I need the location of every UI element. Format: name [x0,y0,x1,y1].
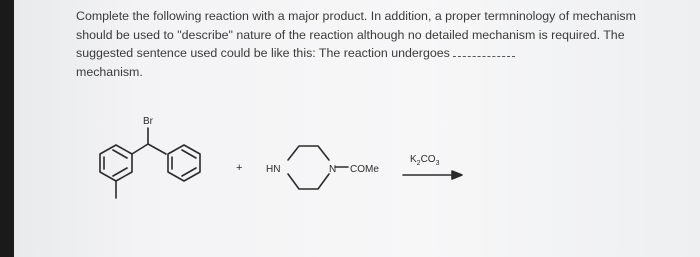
plus-sign: + [236,162,243,174]
piperazine-ring [288,146,348,189]
question-tail: mechanism. [76,64,143,79]
left-aryl-ring [100,145,132,198]
right-aryl-ring [168,145,200,181]
question-body: Complete the following reaction with a major product. In addition, a proper termninology of mechanism should be used to "describe" nature of the reaction although no detailed mechanism is required. The suggested sentence used could be like this: The reaction undergoes [76,9,636,60]
acetyl-label: COMe [350,164,379,175]
amine-nh-label: HN [266,164,281,175]
bromo-label: Br [143,116,153,127]
benzylic-carbon [132,128,166,154]
amide-n-label: N [329,164,337,175]
reagent-label: $K_2CO_3$ [410,154,440,167]
reaction-arrow [403,171,462,179]
